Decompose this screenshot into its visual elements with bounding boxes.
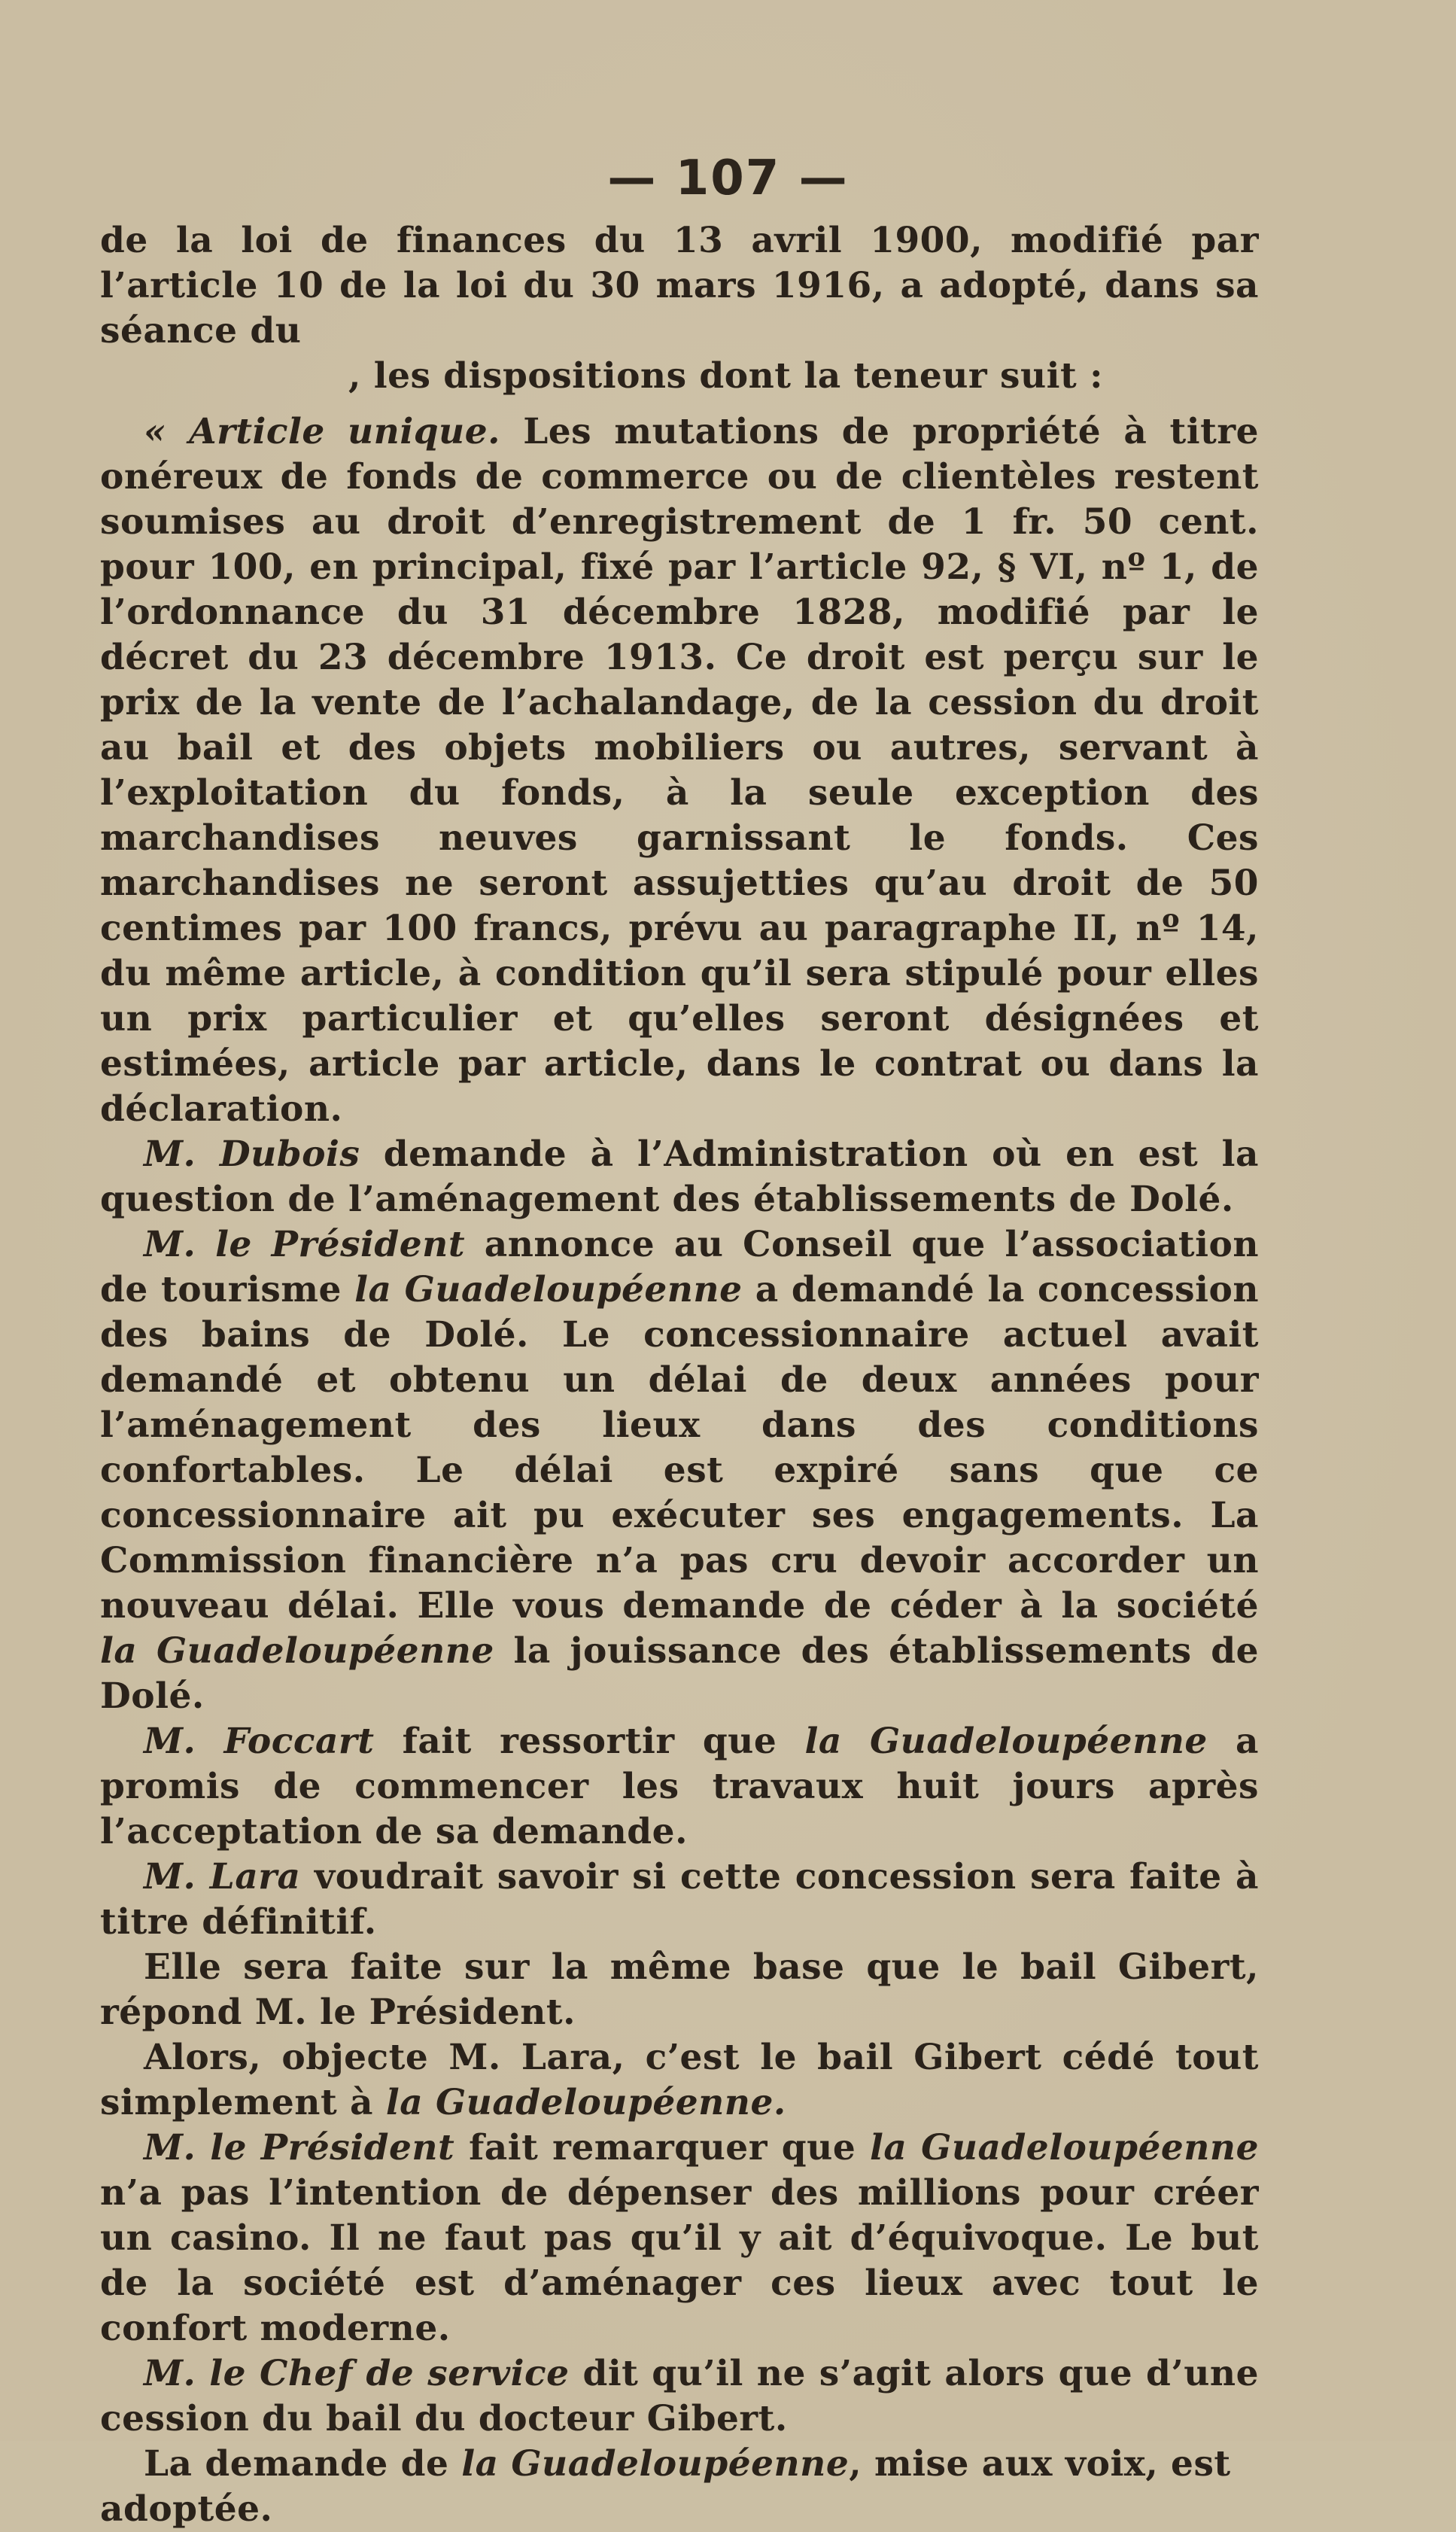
- body-text: [100, 218, 1259, 2532]
- paragraph-law-reference: [100, 218, 1259, 399]
- paragraph-reply: [100, 1945, 1259, 2035]
- paragraph-dubois: [100, 1132, 1259, 1222]
- paragraph-foccart: [100, 1719, 1259, 1855]
- speaker-text: a demandé la concession des bains de Dolé. Le concessionnaire actuel avait demandé et obtenu un délai de deux années pour l’aménagement des lieux dans des conditions confortables. Le délai est expiré sans que ce concessionnaire ait pu exécuter ses engagements. La Commission financière n’a pas cru devoir accorder un nouveau délai. Elle vous demande de céder à la société: [100, 1269, 1259, 1627]
- paragraph-chef-de-service: [100, 2351, 1259, 2442]
- speaker-text: demande à l’Administration où en est la question de l’aménagement des établissements de Dolé.: [100, 1134, 1259, 1220]
- paragraph-objection: [100, 2035, 1259, 2126]
- speaker-text: dit qu’il ne s’agit alors que d’une cession du bail du docteur Gibert.: [100, 2353, 1259, 2439]
- speaker-text: n’a pas l’intention de dépenser des millions pour créer un casino. Il ne faut pas qu’il y ait d’équivoque. Le but de la société est d’aménager ces lieux avec tout le confort moderne.: [100, 2172, 1259, 2349]
- reply-text: Elle sera faite sur la même base que le bail Gibert, répond M. le Président.: [100, 1946, 1259, 2033]
- association-name: la Guadeloupéenne: [870, 2127, 1259, 2168]
- association-name: la Guadeloupéenne: [100, 1630, 494, 1672]
- association-name: la Guadeloupéenne.: [385, 2082, 786, 2123]
- vote-text: , mise aux voix, est adoptée.: [100, 2443, 1231, 2530]
- association-name: la Guadeloupéenne: [804, 1721, 1208, 1762]
- article-unique-text: Les mutations de propriété à titre onéreux de fonds de commerce ou de clientèles restent soumises au droit d’enregistrement de 1 fr. 50 cent. pour 100, en principal, fixé par l’article 92, § VI, nº 1, de l’ordonnance du 31 décembre 1828, modifié par le décret du 23 décembre 1913. Ce droit est perçu sur le prix de la vente de l’achalandage, de la cession du droit au bail et des objets mobiliers ou autres, servant à l’exploitation du fonds, à la seule exception des marchandises neuves garnissant le fonds. Ces marchandises ne seront assujetties qu’au droit de 50 centimes par 100 francs, prévu au paragraphe II, nº 14, du même article, à condition qu’il sera stipulé pour elles un prix particulier et qu’elles seront désignées et estimées, article par article, dans le contrat ou dans la déclaration.: [100, 411, 1259, 1130]
- speaker-text: a promis de commencer les travaux huit jours après l’acceptation de sa demande.: [100, 1721, 1259, 1852]
- speaker-name: M. Dubois: [144, 1134, 360, 1175]
- law-reference-text-end: , les dispositions dont la teneur suit :: [348, 355, 1103, 397]
- speaker-text: fait ressortir que: [374, 1721, 805, 1762]
- speaker-name: M. Lara: [144, 1856, 301, 1897]
- speaker-text: la jouissance des établissements de Dolé.: [100, 1630, 1259, 1717]
- paragraph-vote: [100, 2442, 1259, 2532]
- vote-text: La demande de: [144, 2443, 462, 2485]
- paragraph-president-1: [100, 1222, 1259, 1719]
- speaker-name: M. Foccart: [144, 1721, 375, 1762]
- law-reference-text: de la loi de finances du 13 avril 1900, modifié par l’article 10 de la loi du 30 mars 1916, a adopté, dans sa séance du: [100, 220, 1259, 351]
- paragraph-lara: [100, 1855, 1259, 1945]
- speaker-text: fait remarquer que: [454, 2127, 871, 2168]
- association-name: la Guadeloupéenne: [354, 1269, 743, 1310]
- speaker-name: M. le Chef de service: [144, 2353, 570, 2394]
- paragraph-article-unique: [100, 409, 1259, 1132]
- page-number: — 107 —: [607, 151, 849, 206]
- speaker-text: voudrait savoir si cette concession sera faite à titre définitif.: [100, 1856, 1260, 1943]
- speaker-text: annonce au Conseil que l’association de tourisme: [100, 1224, 1260, 1310]
- association-name: la Guadeloupéenne: [461, 2443, 850, 2485]
- speaker-name: M. le Président: [144, 1224, 466, 1265]
- speaker-name: M. le Président: [144, 2127, 455, 2168]
- article-unique-heading: « Article unique.: [144, 411, 500, 452]
- objection-text: Alors, objecte M. Lara, c’est le bail Gibert cédé tout simplement à: [100, 2037, 1259, 2123]
- paragraph-president-2: [100, 2126, 1259, 2351]
